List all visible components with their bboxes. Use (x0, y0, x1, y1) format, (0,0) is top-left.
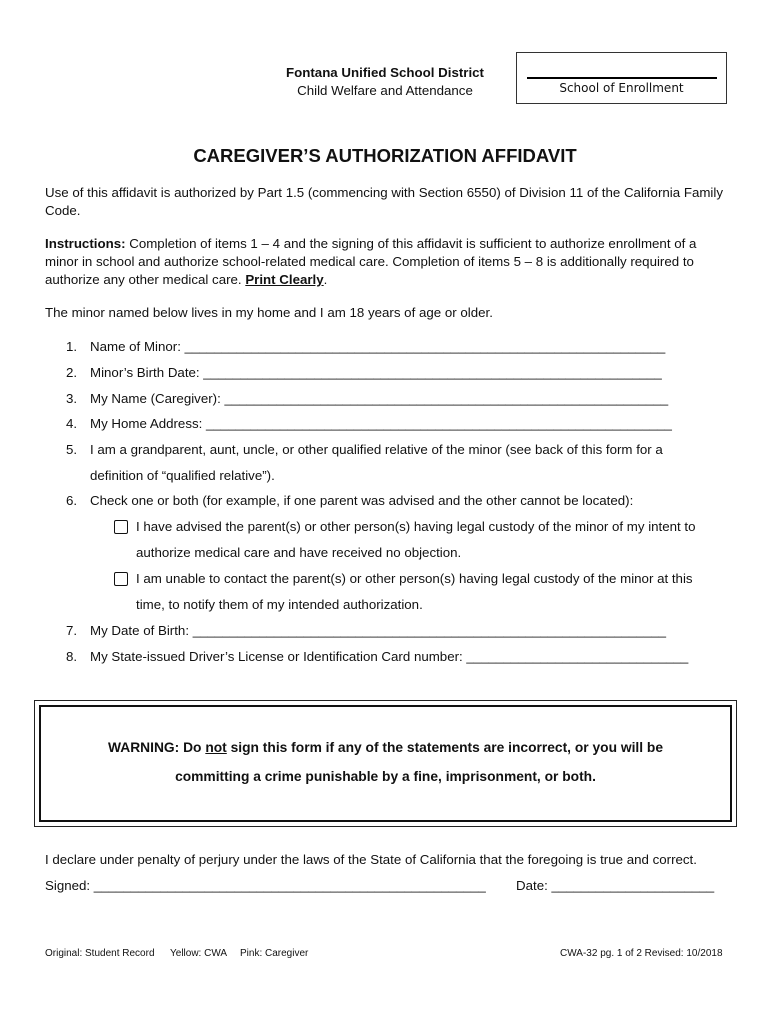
checkbox-row-advised (114, 519, 696, 534)
item-date-of-birth[interactable] (66, 623, 666, 638)
checkbox-advised-cont: authorize medical care and have received no objection. (136, 545, 462, 560)
item-check-one (66, 493, 633, 508)
advised-checkbox[interactable] (114, 520, 128, 534)
item-text: My Name (Caregiver): ____________________________________________________________ (90, 391, 669, 406)
item-text: My State-issued Driver’s License or Identification Card number: ______________________________ (90, 649, 689, 664)
letterhead (250, 64, 520, 100)
footer-original: Original: Student Record (45, 948, 155, 959)
item-number: 7. (66, 623, 78, 638)
item-text: Name of Minor: _________________________________________________________________ (90, 339, 666, 354)
item-number: 6. (66, 493, 78, 508)
instructions-label: Instructions: (45, 236, 126, 251)
signature-line[interactable]: Signed: _____________________________________________________ (45, 878, 486, 893)
warning-line-2: committing a crime punishable by a fine, imprisonment, or both. (175, 769, 596, 784)
school-of-enrollment-box[interactable] (516, 52, 727, 104)
department-name: Child Welfare and Attendance (297, 83, 473, 98)
enrollment-line (527, 77, 717, 79)
declaration: I declare under penalty of perjury under the laws of the State of California that the foregoing is true and correct. (45, 852, 697, 867)
page-title: CAREGIVER’S AUTHORIZATION AFFIDAVIT (193, 145, 577, 166)
instructions-text: Completion of items 1 – 4 and the signing of this affidavit is sufficient to authorize enrollment of a minor in school and authorize school-related medical care. Completion of items 5 – 8 is additionally required to authorize any other medical care. (45, 236, 697, 287)
checkbox-text: I am unable to contact the parent(s) or other person(s) having legal custody of the minor at this (136, 571, 693, 586)
checkbox-row-unable (114, 571, 693, 586)
enrollment-label: School of Enrollment (559, 81, 684, 95)
item-number: 3. (66, 391, 78, 406)
footer-form-id: CWA-32 pg. 1 of 2 Revised: 10/2018 (560, 948, 723, 959)
item-text: My Date of Birth: ________________________________________________________________ (90, 623, 666, 638)
use-paragraph: Use of this affidavit is authorized by Part 1.5 (commencing with Section 6550) of Division 11 of the California Family Code. (45, 185, 723, 218)
item-text: My Home Address: _______________________________________________________________ (90, 416, 672, 431)
warning-not: not (205, 740, 227, 755)
item-home-address[interactable] (66, 416, 672, 431)
item-number: 5. (66, 442, 78, 457)
instructions-period: . (323, 272, 328, 287)
item-number: 1. (66, 339, 78, 354)
minor-statement: The minor named below lives in my home and I am 18 years of age or older. (45, 305, 493, 320)
item-text: Minor’s Birth Date: ______________________________________________________________ (90, 365, 662, 380)
district-name: Fontana Unified School District (286, 65, 484, 80)
item-number: 4. (66, 416, 78, 431)
item-text: Check one or both (for example, if one parent was advised and the other cannot be located): (90, 493, 634, 508)
warning-text (35, 733, 736, 791)
checkbox-text: I have advised the parent(s) or other person(s) having legal custody of the minor of my intent to (136, 519, 696, 534)
item-name-of-minor[interactable] (66, 339, 665, 354)
print-clearly: Print Clearly (245, 272, 324, 287)
item-minor-birth-date[interactable] (66, 365, 662, 380)
instructions-paragraph (45, 235, 730, 289)
footer-yellow: Yellow: CWA (170, 948, 228, 959)
item-text: I am a grandparent, aunt, uncle, or other qualified relative of the minor (see back of this form for a (90, 442, 663, 457)
item-caregiver-name[interactable] (66, 391, 668, 406)
date-line[interactable]: Date: ______________________ (516, 878, 715, 893)
warning-line-1: WARNING: Do not sign this form if any of the statements are incorrect, or you will be (107, 740, 664, 755)
footer-pink: Pink: Caregiver (240, 948, 309, 959)
item-license-number[interactable] (66, 649, 688, 664)
item-number: 8. (66, 649, 78, 664)
item-number: 2. (66, 365, 78, 380)
item-qualified-relative-cont: definition of “qualified relative”). (90, 468, 275, 483)
checkbox-unable-cont: time, to notify them of my intended authorization. (136, 597, 423, 612)
unable-checkbox[interactable] (114, 572, 128, 586)
warning-box (34, 700, 737, 827)
item-qualified-relative (66, 442, 663, 457)
